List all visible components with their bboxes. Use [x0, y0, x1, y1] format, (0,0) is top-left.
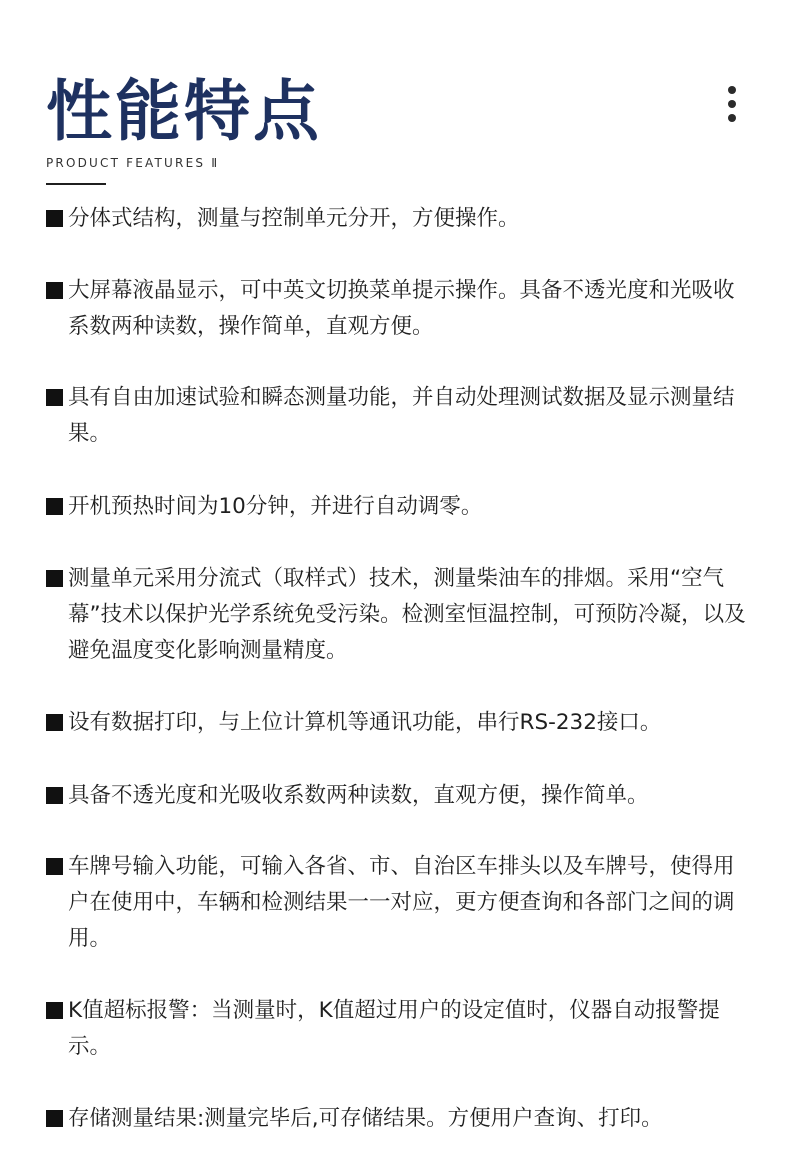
square-bullet-icon	[46, 858, 63, 875]
feature-item	[46, 489, 746, 525]
square-bullet-icon	[46, 389, 63, 406]
square-bullet-icon	[46, 570, 63, 587]
feature-text: 存储测量结果:测量完毕后,可存储结果。方便用户查询、打印。	[68, 1106, 663, 1131]
feature-text: K值超标报警：当测量时，K值超过用户的设定值时，仪器自动报警提示。	[68, 998, 720, 1059]
page-title: 性能特点	[46, 73, 322, 150]
feature-item	[46, 705, 746, 741]
square-bullet-icon	[46, 498, 63, 515]
feature-text: 具有自由加速试验和瞬态测量功能，并自动处理测试数据及显示测量结果。	[68, 385, 735, 446]
feature-item	[46, 561, 746, 669]
feature-item	[46, 849, 746, 957]
square-bullet-icon	[46, 1002, 63, 1019]
square-bullet-icon	[46, 282, 63, 299]
feature-item	[46, 380, 746, 452]
feature-item	[46, 778, 746, 814]
feature-item	[46, 273, 746, 345]
page-subtitle: PRODUCT FEATURES Ⅱ	[46, 156, 220, 170]
title-underline	[46, 183, 106, 185]
feature-text: 分体式结构，测量与控制单元分开，方便操作。	[68, 206, 520, 231]
square-bullet-icon	[46, 714, 63, 731]
feature-text: 大屏幕液晶显示，可中英文切换菜单提示操作。具备不透光度和光吸收系数两种读数，操作简单，直观方便。	[68, 278, 735, 339]
feature-text: 测量单元采用分流式（取样式）技术，测量柴油车的排烟。采用“空气幕”技术以保护光学系统免受污染。检测室恒温控制，可预防冷凝，以及避免温度变化影响测量精度。	[68, 566, 746, 663]
dot	[728, 114, 736, 122]
feature-item	[46, 993, 746, 1065]
feature-item	[46, 1101, 746, 1137]
square-bullet-icon	[46, 787, 63, 804]
more-vertical-icon[interactable]	[726, 86, 738, 126]
feature-text: 设有数据打印，与上位计算机等通讯功能，串行RS-232接口。	[68, 710, 662, 735]
dot	[728, 86, 736, 94]
feature-text: 具备不透光度和光吸收系数两种读数，直观方便，操作简单。	[68, 783, 649, 808]
dot	[728, 100, 736, 108]
square-bullet-icon	[46, 1110, 63, 1127]
feature-item	[46, 201, 746, 237]
feature-text: 开机预热时间为10分钟，并进行自动调零。	[68, 494, 483, 519]
square-bullet-icon	[46, 210, 63, 227]
feature-text: 车牌号输入功能，可输入各省、市、自治区车排头以及车牌号，使得用户在使用中，车辆和检测结果一一对应，更方便查询和各部门之间的调用。	[68, 854, 735, 951]
